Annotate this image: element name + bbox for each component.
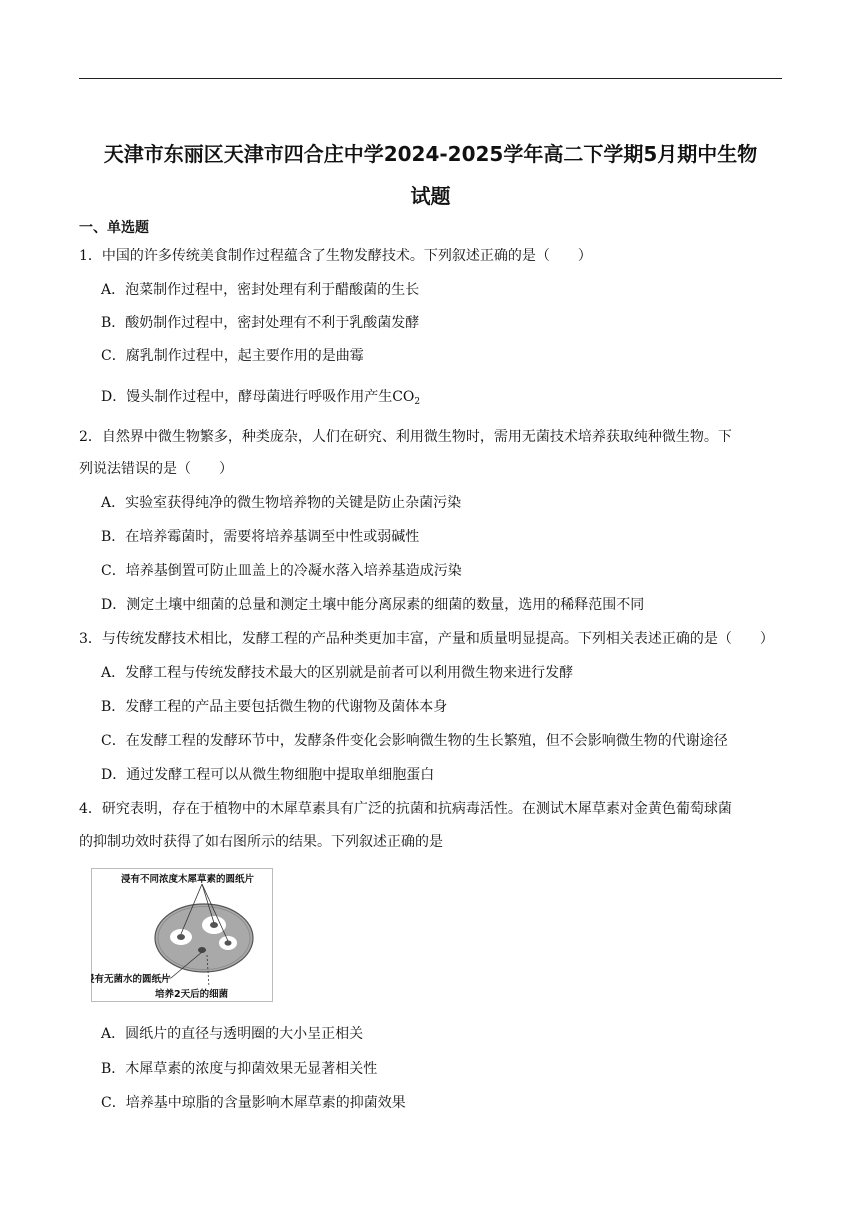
paper-disc <box>177 934 185 940</box>
label-water-disc: 浸有无菌水的圆纸片 <box>91 974 171 985</box>
question-4-stem: 4．研究表明，存在于植物中的木犀草素具有广泛的抗菌和抗病毒活性。在测试木犀草素对金黄色葡萄球菌 <box>79 801 732 817</box>
petri-dish-diagram <box>91 868 273 1002</box>
page-title: 天津市东丽区天津市四合庄中学2024-2025学年高二下学期5月期中生物 <box>103 142 758 166</box>
question-3-option-a: A．发酵工程与传统发酵技术最大的区别就是前者可以利用微生物来进行发酵 <box>101 665 574 681</box>
question-2-option-b: B．在培养霉菌时，需要将培养基调至中性或弱碱性 <box>101 529 420 545</box>
page-title-continued: 试题 <box>410 184 451 208</box>
label-luteolin-discs: 浸有不同浓度木犀草素的圆纸片 <box>121 874 255 885</box>
question-1-stem: 1．中国的许多传统美食制作过程蕴含了生物发酵技术。下列叙述正确的是（ ） <box>79 248 592 264</box>
section-heading: 一、单选题 <box>79 220 149 236</box>
question-1-option-b: B．酸奶制作过程中，密封处理有不利于乳酸菌发酵 <box>101 315 420 331</box>
question-4-option-c: C．培养基中琼脂的含量影响木犀草素的抑菌效果 <box>101 1095 406 1111</box>
label-bacteria: 培养2天后的细菌 <box>155 989 229 1000</box>
question-3-stem: 3．与传统发酵技术相比，发酵工程的产品种类更加丰富，产量和质量明显提高。下列相关表述正确的是（ ） <box>79 631 774 647</box>
question-3-option-d: D．通过发酵工程可以从微生物细胞中提取单细胞蛋白 <box>101 767 435 783</box>
question-1-option-a: A．泡菜制作过程中，密封处理有利于醋酸菌的生长 <box>101 282 420 298</box>
option-text: D．馒头制作过程中，酵母菌进行呼吸作用产生CO <box>101 389 415 405</box>
petri-dish-figure <box>91 868 273 1002</box>
question-2-option-a: A．实验室获得纯净的微生物培养物的关键是防止杂菌污染 <box>101 495 462 511</box>
question-1-option-c: C．腐乳制作过程中，起主要作用的是曲霉 <box>101 348 364 364</box>
header-rule <box>79 78 782 79</box>
question-2-option-c: C．培养基倒置可防止皿盖上的冷凝水落入培养基造成污染 <box>101 563 462 579</box>
question-2-option-d: D．测定土壤中细菌的总量和测定土壤中能分离尿素的细菌的数量，选用的稀释范围不同 <box>101 597 645 613</box>
subscript: 2 <box>414 397 421 407</box>
paper-disc <box>225 940 232 945</box>
question-3-option-c: C．在发酵工程的发酵环节中，发酵条件变化会影响微生物的生长繁殖，但不会影响微生物的代谢途径 <box>101 733 728 749</box>
question-4-stem-continued: 的抑制功效时获得了如右图所示的结果。下列叙述正确的是 <box>79 834 443 850</box>
question-2-stem: 2．自然界中微生物繁多，种类庞杂，人们在研究、利用微生物时，需用无菌技术培养获取纯种微生物。下 <box>79 429 732 445</box>
petri-dish-icon <box>155 904 253 972</box>
question-2-stem-continued: 列说法错误的是（ ） <box>79 461 233 477</box>
question-3-option-b: B．发酵工程的产品主要包括微生物的代谢物及菌体本身 <box>101 699 448 715</box>
question-4-option-b: B．木犀草素的浓度与抑菌效果无显著相关性 <box>101 1061 378 1077</box>
question-1-option-d <box>101 388 420 411</box>
question-4-option-a: A．圆纸片的直径与透明圈的大小呈正相关 <box>101 1026 364 1042</box>
